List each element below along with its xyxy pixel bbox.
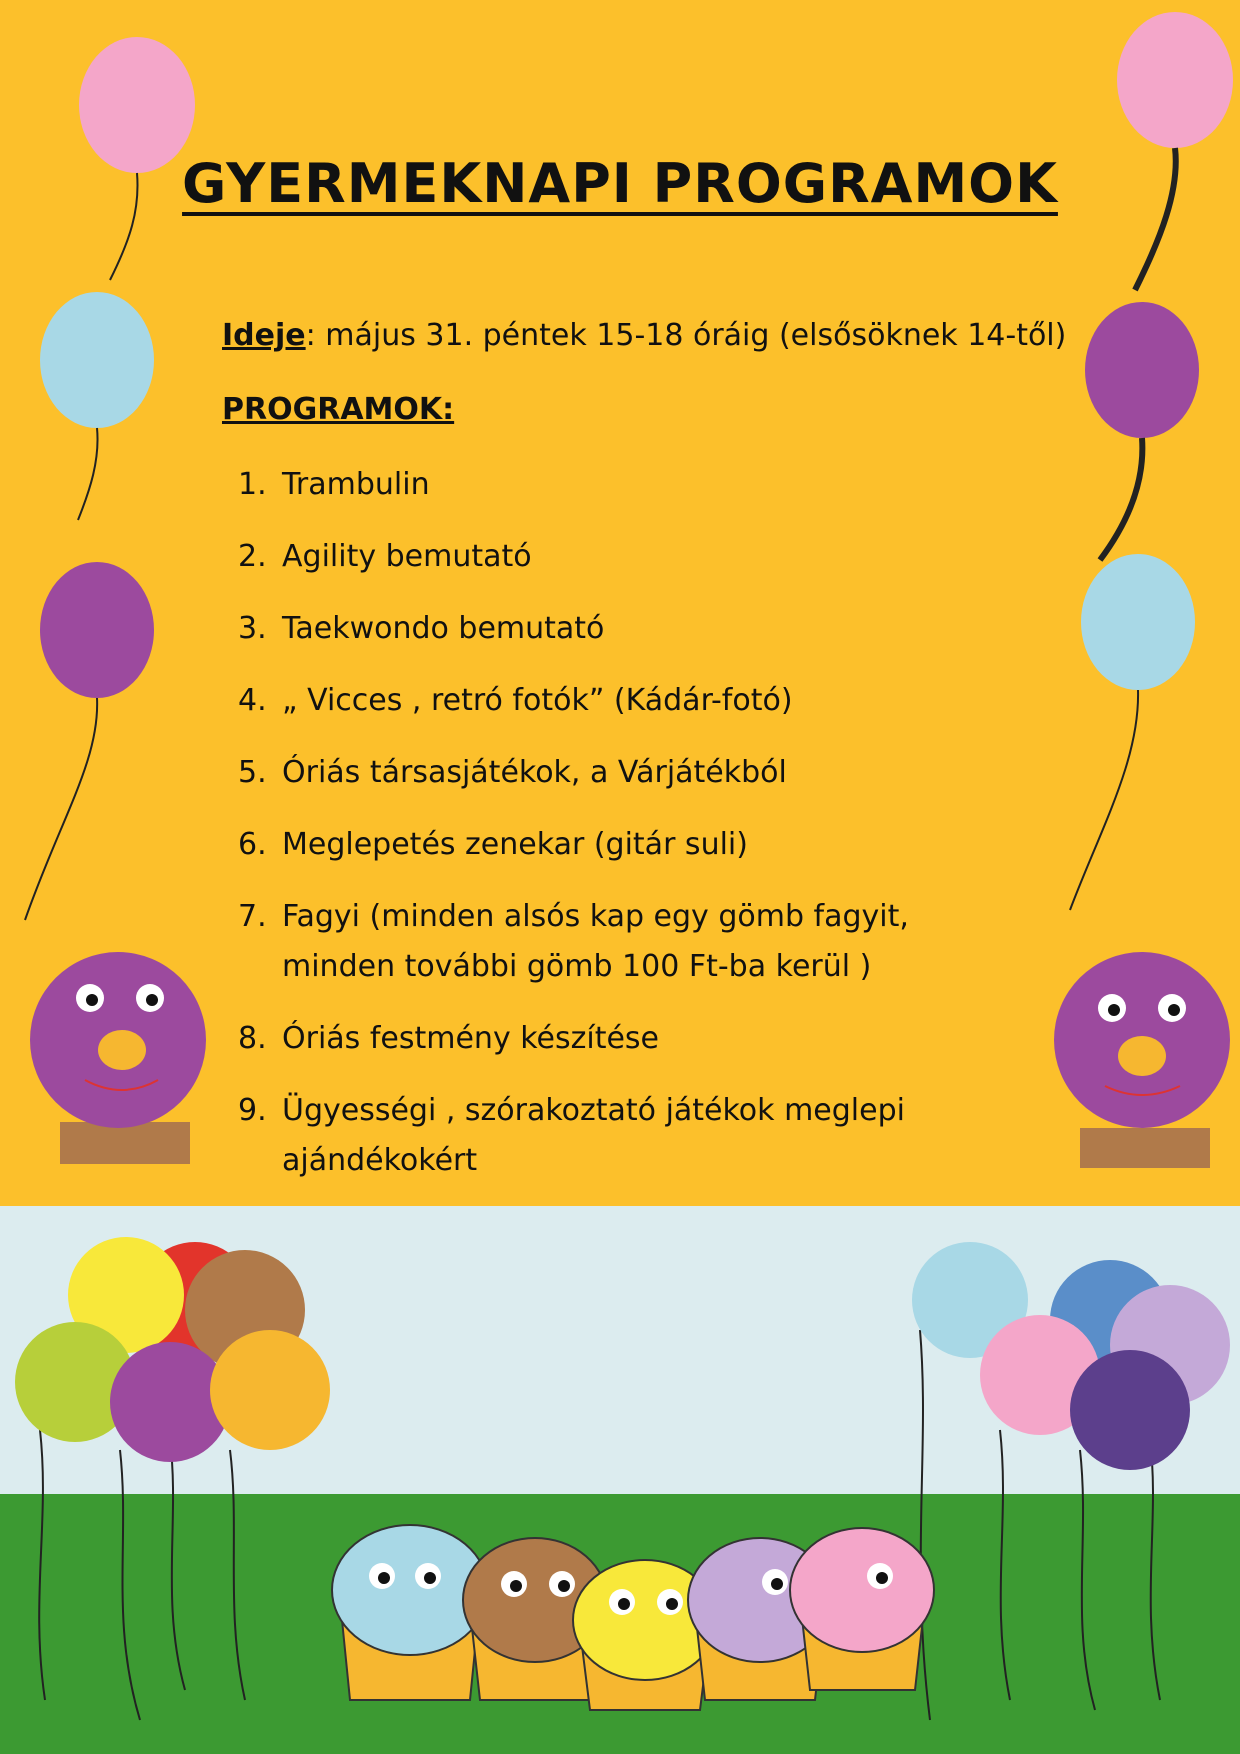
program-text: Agility bemutató — [282, 539, 532, 574]
program-text: Taekwondo bemutató — [282, 611, 605, 646]
program-item — [238, 892, 1018, 992]
program-item — [238, 604, 1018, 654]
program-item — [238, 460, 1018, 510]
program-number: 7. — [238, 899, 267, 934]
program-number: 6. — [238, 827, 267, 862]
program-text: Óriás festmény készítése — [282, 1021, 660, 1056]
program-text: Ügyességi , szórakoztató játékok meglepi ajándékokért — [282, 1093, 905, 1178]
program-text: Meglepetés zenekar (gitár suli) — [282, 827, 748, 862]
balloon-blue-right-icon — [1070, 554, 1195, 910]
program-number: 3. — [238, 611, 267, 646]
time-label: Ideje — [222, 318, 306, 353]
program-number: 8. — [238, 1021, 267, 1056]
program-item — [238, 748, 1018, 798]
program-text: „ Vicces , retró fotók” (Kádár-fotó) — [282, 683, 793, 718]
program-number: 1. — [238, 467, 267, 502]
program-item — [238, 532, 1018, 582]
purple-creature-right-icon — [1054, 952, 1230, 1168]
program-number: 4. — [238, 683, 267, 718]
program-list — [238, 460, 1018, 1186]
balloon-purple-left-icon — [25, 562, 154, 920]
program-item — [238, 820, 1018, 870]
program-number: 9. — [238, 1093, 267, 1128]
program-item — [238, 1086, 1018, 1186]
program-text: Fagyi (minden alsós kap egy gömb fagyit, minden további gömb 100 Ft-ba kerül ) — [282, 899, 909, 984]
program-item — [238, 1014, 1018, 1064]
programs-heading: PROGRAMOK: — [222, 392, 455, 427]
purple-creature-left-icon — [30, 952, 206, 1164]
balloon-blue-left-icon — [40, 292, 154, 520]
program-item — [238, 676, 1018, 726]
balloon-pink-right-icon — [1117, 12, 1233, 290]
program-text: Óriás társasjátékok, a Várjátékból — [282, 755, 787, 790]
program-number: 5. — [238, 755, 267, 790]
balloon-purple-right-icon — [1085, 302, 1199, 560]
balloon-bunch-left-icon — [15, 1237, 330, 1720]
time-line — [222, 318, 1066, 353]
time-text: : május 31. péntek 15-18 óráig (elsősöknek 14-től) — [305, 318, 1067, 353]
program-number: 2. — [238, 539, 267, 574]
program-text: Trambulin — [282, 467, 430, 502]
balloon-bunch-right-icon — [912, 1242, 1230, 1720]
page-title: GYERMEKNAPI PROGRAMOK — [182, 152, 1058, 215]
cupcake-pink-icon — [790, 1528, 934, 1690]
